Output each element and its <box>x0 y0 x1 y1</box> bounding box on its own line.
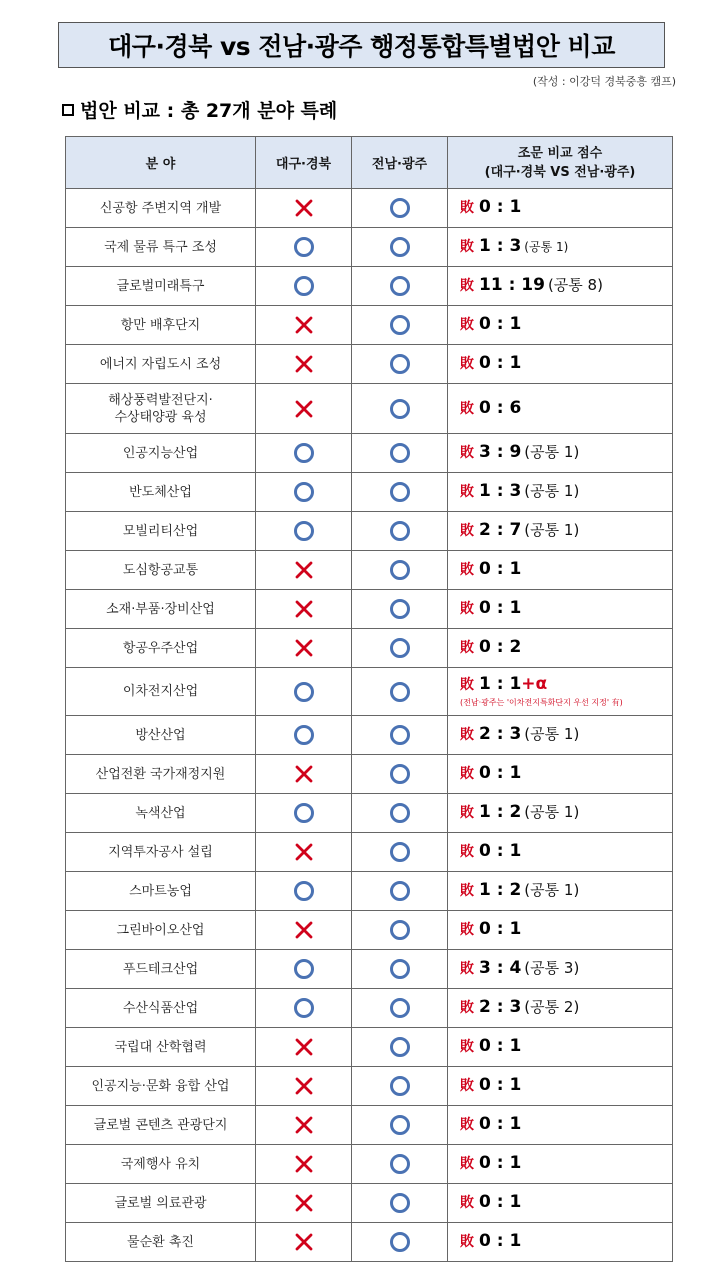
jeonnam-mark-cell <box>352 1145 448 1184</box>
daegu-mark-cell <box>256 950 352 989</box>
score-value: 11 : 19 <box>479 275 545 295</box>
jeonnam-mark-cell <box>352 833 448 872</box>
lose-label: 敗 <box>460 278 474 294</box>
score-value: 2 : 7 <box>479 520 522 540</box>
score-value: 1 : 2 <box>479 880 522 900</box>
x-icon <box>293 763 315 785</box>
lose-label: 敗 <box>460 727 474 743</box>
score-cell <box>448 590 673 629</box>
score-value: 0 : 1 <box>479 598 522 618</box>
common-count: (공통 1) <box>524 240 569 254</box>
document-title: 대구·경북 vs 전남·광주 행정통합특별법안 비교 <box>58 22 665 68</box>
circle-icon <box>389 398 411 420</box>
circle-icon <box>389 442 411 464</box>
daegu-mark-cell <box>256 794 352 833</box>
table-row <box>66 267 673 306</box>
table-row <box>66 872 673 911</box>
circle-icon <box>389 763 411 785</box>
circle-icon <box>389 1075 411 1097</box>
jeonnam-mark-cell <box>352 551 448 590</box>
score-cell <box>448 911 673 950</box>
area-cell: 푸드테크산업 <box>66 950 256 989</box>
area-cell: 국립대 산학협력 <box>66 1028 256 1067</box>
circle-icon <box>389 481 411 503</box>
score-cell <box>448 267 673 306</box>
table-row <box>66 833 673 872</box>
circle-icon <box>389 1192 411 1214</box>
table-row <box>66 629 673 668</box>
score-cell <box>448 1145 673 1184</box>
area-cell: 반도체산업 <box>66 473 256 512</box>
area-cell: 소재·부품·장비산업 <box>66 590 256 629</box>
score-cell <box>448 1106 673 1145</box>
jeonnam-mark-cell <box>352 755 448 794</box>
circle-icon <box>293 958 315 980</box>
score-value: 0 : 1 <box>479 763 522 783</box>
jeonnam-mark-cell <box>352 1184 448 1223</box>
area-cell: 수산식품산업 <box>66 989 256 1028</box>
score-cell <box>448 228 673 267</box>
score-cell <box>448 551 673 590</box>
x-icon <box>293 559 315 581</box>
circle-icon <box>389 1114 411 1136</box>
jeonnam-mark-cell <box>352 911 448 950</box>
jeonnam-mark-cell <box>352 228 448 267</box>
score-line <box>460 638 672 658</box>
lose-label: 敗 <box>460 200 474 216</box>
header-score-line2: (대구·경북 VS 전남·광주) <box>484 164 636 180</box>
table-row <box>66 434 673 473</box>
daegu-mark-cell <box>256 1028 352 1067</box>
circle-icon <box>293 520 315 542</box>
table-row <box>66 1067 673 1106</box>
header-score <box>448 137 673 189</box>
circle-icon <box>389 841 411 863</box>
score-line <box>460 354 672 374</box>
score-value: 0 : 1 <box>479 841 522 861</box>
score-line <box>460 675 672 695</box>
score-value: 1 : 1 <box>479 674 522 694</box>
circle-icon <box>389 681 411 703</box>
score-line <box>460 920 672 940</box>
lose-label: 敗 <box>460 844 474 860</box>
header-score-line1: 조문 비교 점수 <box>517 145 603 161</box>
table-row <box>66 1028 673 1067</box>
score-line <box>460 521 672 541</box>
score-line <box>460 443 672 463</box>
lose-label: 敗 <box>460 1195 474 1211</box>
table-row <box>66 306 673 345</box>
score-value: 0 : 1 <box>479 919 522 939</box>
x-icon <box>293 1075 315 1097</box>
score-cell <box>448 950 673 989</box>
daegu-mark-cell <box>256 551 352 590</box>
score-line <box>460 560 672 580</box>
table-row <box>66 911 673 950</box>
score-line <box>460 842 672 862</box>
circle-icon <box>389 958 411 980</box>
table-row <box>66 189 673 228</box>
jeonnam-mark-cell <box>352 989 448 1028</box>
circle-icon <box>389 919 411 941</box>
daegu-mark-cell <box>256 629 352 668</box>
score-line <box>460 315 672 335</box>
jeonnam-mark-cell <box>352 872 448 911</box>
area-cell: 지역투자공사 설립 <box>66 833 256 872</box>
header-area: 분 야 <box>66 137 256 189</box>
circle-icon <box>389 559 411 581</box>
score-line <box>460 599 672 619</box>
circle-icon <box>389 1153 411 1175</box>
circle-icon <box>389 637 411 659</box>
score-value: 0 : 2 <box>479 637 522 657</box>
area-cell: 인공지능산업 <box>66 434 256 473</box>
jeonnam-mark-cell <box>352 512 448 551</box>
lose-label: 敗 <box>460 1156 474 1172</box>
score-cell <box>448 668 673 716</box>
x-icon <box>293 1153 315 1175</box>
score-cell <box>448 306 673 345</box>
common-count: (공통 1) <box>524 725 580 743</box>
table-row <box>66 989 673 1028</box>
score-line <box>460 399 672 419</box>
score-line <box>460 1115 672 1135</box>
jeonnam-mark-cell <box>352 629 448 668</box>
daegu-mark-cell <box>256 1106 352 1145</box>
common-count: (공통 1) <box>524 443 580 461</box>
jeonnam-mark-cell <box>352 950 448 989</box>
lose-label: 敗 <box>460 805 474 821</box>
table-row <box>66 794 673 833</box>
score-cell <box>448 1067 673 1106</box>
score-note: (전남·광주는 '이차전지특화단지 우선 지정' 有) <box>460 698 623 707</box>
score-line <box>460 764 672 784</box>
common-count: (공통 1) <box>524 482 580 500</box>
x-icon <box>293 637 315 659</box>
score-value: 0 : 1 <box>479 1114 522 1134</box>
score-cell <box>448 833 673 872</box>
daegu-mark-cell <box>256 872 352 911</box>
score-value: 1 : 3 <box>479 236 522 256</box>
daegu-mark-cell <box>256 306 352 345</box>
score-line <box>460 959 672 979</box>
lose-label: 敗 <box>460 356 474 372</box>
lose-label: 敗 <box>460 317 474 333</box>
score-line <box>460 276 672 296</box>
x-icon <box>293 1114 315 1136</box>
daegu-mark-cell <box>256 989 352 1028</box>
area-cell: 글로벌미래특구 <box>66 267 256 306</box>
lose-label: 敗 <box>460 239 474 255</box>
jeonnam-mark-cell <box>352 473 448 512</box>
circle-icon <box>389 1036 411 1058</box>
daegu-mark-cell <box>256 189 352 228</box>
score-cell <box>448 872 673 911</box>
score-value: 0 : 1 <box>479 1075 522 1095</box>
area-cell: 항공우주산업 <box>66 629 256 668</box>
jeonnam-mark-cell <box>352 434 448 473</box>
area-cell: 신공항 주변지역 개발 <box>66 189 256 228</box>
daegu-mark-cell <box>256 384 352 434</box>
circle-icon <box>293 481 315 503</box>
lose-label: 敗 <box>460 1039 474 1055</box>
lose-label: 敗 <box>460 1234 474 1250</box>
table-header-row <box>66 137 673 189</box>
x-icon <box>293 314 315 336</box>
table-row <box>66 384 673 434</box>
area-cell: 스마트농업 <box>66 872 256 911</box>
circle-icon <box>293 880 315 902</box>
score-value: 1 : 3 <box>479 481 522 501</box>
area-cell: 그린바이오산업 <box>66 911 256 950</box>
lose-label: 敗 <box>460 1117 474 1133</box>
score-line <box>460 998 672 1018</box>
table-row <box>66 512 673 551</box>
circle-icon <box>389 353 411 375</box>
area-cell: 이차전지산업 <box>66 668 256 716</box>
circle-icon <box>389 1231 411 1253</box>
area-cell: 글로벌 의료관광 <box>66 1184 256 1223</box>
circle-icon <box>389 802 411 824</box>
common-count: (공통 2) <box>524 998 580 1016</box>
lose-label: 敗 <box>460 922 474 938</box>
jeonnam-mark-cell <box>352 267 448 306</box>
lose-label: 敗 <box>460 562 474 578</box>
jeonnam-mark-cell <box>352 794 448 833</box>
jeonnam-mark-cell <box>352 1067 448 1106</box>
daegu-mark-cell <box>256 473 352 512</box>
common-count: (공통 1) <box>524 881 580 899</box>
x-icon <box>293 841 315 863</box>
jeonnam-mark-cell <box>352 306 448 345</box>
score-value: 0 : 1 <box>479 1153 522 1173</box>
score-line <box>460 198 672 218</box>
table-row <box>66 716 673 755</box>
circle-icon <box>293 442 315 464</box>
lose-label: 敗 <box>460 640 474 656</box>
score-cell <box>448 1028 673 1067</box>
daegu-mark-cell <box>256 345 352 384</box>
daegu-mark-cell <box>256 1223 352 1262</box>
jeonnam-mark-cell <box>352 716 448 755</box>
daegu-mark-cell <box>256 590 352 629</box>
lose-label: 敗 <box>460 484 474 500</box>
circle-icon <box>389 236 411 258</box>
daegu-mark-cell <box>256 434 352 473</box>
x-icon <box>293 353 315 375</box>
section-subtitle-text: 법안 비교 : 총 27개 분야 특례 <box>80 100 338 122</box>
common-count: (공통 3) <box>524 959 580 977</box>
common-count: (공통 8) <box>547 276 603 294</box>
score-line <box>460 725 672 745</box>
author-note: (작성 : 이강덕 경북중흥 캠프) <box>532 75 676 88</box>
comparison-table <box>65 136 673 1262</box>
daegu-mark-cell <box>256 911 352 950</box>
x-icon <box>293 197 315 219</box>
common-count: (공통 1) <box>524 803 580 821</box>
x-icon <box>293 398 315 420</box>
score-line <box>460 1232 672 1252</box>
table-row <box>66 950 673 989</box>
table-row <box>66 551 673 590</box>
score-line <box>460 237 672 257</box>
score-value: 3 : 4 <box>479 958 522 978</box>
lose-label: 敗 <box>460 677 474 693</box>
circle-icon <box>389 598 411 620</box>
table-row <box>66 1223 673 1262</box>
score-line <box>460 482 672 502</box>
score-line <box>460 1193 672 1213</box>
circle-icon <box>293 275 315 297</box>
jeonnam-mark-cell <box>352 590 448 629</box>
lose-label: 敗 <box>460 766 474 782</box>
daegu-mark-cell <box>256 1184 352 1223</box>
score-line <box>460 881 672 901</box>
area-cell: 물순환 촉진 <box>66 1223 256 1262</box>
score-value: 0 : 1 <box>479 1036 522 1056</box>
table-row <box>66 473 673 512</box>
header-daegu-gyeongbuk: 대구·경북 <box>256 137 352 189</box>
jeonnam-mark-cell <box>352 189 448 228</box>
score-value: 2 : 3 <box>479 724 522 744</box>
score-value: 0 : 1 <box>479 314 522 334</box>
daegu-mark-cell <box>256 716 352 755</box>
lose-label: 敗 <box>460 961 474 977</box>
score-value: 0 : 1 <box>479 353 522 373</box>
circle-icon <box>389 724 411 746</box>
area-cell: 해상풍력발전단지· 수상태양광 육성 <box>66 384 256 434</box>
score-cell <box>448 716 673 755</box>
score-line <box>460 1076 672 1096</box>
score-value: 2 : 3 <box>479 997 522 1017</box>
area-cell: 글로벌 콘텐츠 관광단지 <box>66 1106 256 1145</box>
score-cell <box>448 434 673 473</box>
table-row <box>66 345 673 384</box>
score-cell <box>448 1184 673 1223</box>
score-value: 0 : 1 <box>479 1231 522 1251</box>
lose-label: 敗 <box>460 1078 474 1094</box>
jeonnam-mark-cell <box>352 1106 448 1145</box>
area-cell: 도심항공교통 <box>66 551 256 590</box>
circle-icon <box>389 520 411 542</box>
table-row <box>66 1145 673 1184</box>
daegu-mark-cell <box>256 833 352 872</box>
daegu-mark-cell <box>256 755 352 794</box>
circle-icon <box>293 802 315 824</box>
alpha-mark: +α <box>521 674 548 694</box>
header-jeonnam-gwangju: 전남·광주 <box>352 137 448 189</box>
score-value: 0 : 1 <box>479 1192 522 1212</box>
jeonnam-mark-cell <box>352 1223 448 1262</box>
score-line <box>460 1037 672 1057</box>
daegu-mark-cell <box>256 668 352 716</box>
x-icon <box>293 598 315 620</box>
lose-label: 敗 <box>460 883 474 899</box>
score-value: 3 : 9 <box>479 442 522 462</box>
area-cell: 녹색산업 <box>66 794 256 833</box>
circle-icon <box>389 275 411 297</box>
x-icon <box>293 919 315 941</box>
table-row <box>66 1106 673 1145</box>
circle-icon <box>389 314 411 336</box>
x-icon <box>293 1192 315 1214</box>
jeonnam-mark-cell <box>352 384 448 434</box>
daegu-mark-cell <box>256 512 352 551</box>
score-cell <box>448 473 673 512</box>
score-cell <box>448 794 673 833</box>
score-cell <box>448 384 673 434</box>
daegu-mark-cell <box>256 267 352 306</box>
table-row <box>66 755 673 794</box>
lose-label: 敗 <box>460 445 474 461</box>
circle-icon <box>389 997 411 1019</box>
area-cell: 에너지 자립도시 조성 <box>66 345 256 384</box>
score-line <box>460 803 672 823</box>
circle-icon <box>293 997 315 1019</box>
jeonnam-mark-cell <box>352 345 448 384</box>
score-cell <box>448 189 673 228</box>
score-cell <box>448 989 673 1028</box>
jeonnam-mark-cell <box>352 1028 448 1067</box>
area-cell: 국제행사 유치 <box>66 1145 256 1184</box>
circle-icon <box>293 236 315 258</box>
score-value: 0 : 6 <box>479 397 522 418</box>
x-icon <box>293 1036 315 1058</box>
score-cell <box>448 1223 673 1262</box>
area-cell: 방산산업 <box>66 716 256 755</box>
area-cell: 모빌리티산업 <box>66 512 256 551</box>
section-subtitle <box>62 96 337 123</box>
square-bullet-icon <box>62 104 74 116</box>
score-value: 0 : 1 <box>479 559 522 579</box>
circle-icon <box>293 681 315 703</box>
area-cell: 항만 배후단지 <box>66 306 256 345</box>
circle-icon <box>389 880 411 902</box>
table-row <box>66 668 673 716</box>
circle-icon <box>293 724 315 746</box>
circle-icon <box>389 197 411 219</box>
lose-label: 敗 <box>460 400 474 417</box>
jeonnam-mark-cell <box>352 668 448 716</box>
score-cell <box>448 345 673 384</box>
score-line <box>460 1154 672 1174</box>
area-cell: 인공지능·문화 융합 산업 <box>66 1067 256 1106</box>
table-row <box>66 590 673 629</box>
lose-label: 敗 <box>460 523 474 539</box>
daegu-mark-cell <box>256 228 352 267</box>
lose-label: 敗 <box>460 1000 474 1016</box>
common-count: (공통 1) <box>524 521 580 539</box>
score-cell <box>448 512 673 551</box>
daegu-mark-cell <box>256 1145 352 1184</box>
score-value: 1 : 2 <box>479 802 522 822</box>
lose-label: 敗 <box>460 601 474 617</box>
area-cell: 산업전환 국가재정지원 <box>66 755 256 794</box>
score-cell <box>448 629 673 668</box>
area-cell: 국제 물류 특구 조성 <box>66 228 256 267</box>
score-value: 0 : 1 <box>479 197 522 217</box>
daegu-mark-cell <box>256 1067 352 1106</box>
table-row <box>66 228 673 267</box>
score-cell <box>448 755 673 794</box>
table-row <box>66 1184 673 1223</box>
x-icon <box>293 1231 315 1253</box>
